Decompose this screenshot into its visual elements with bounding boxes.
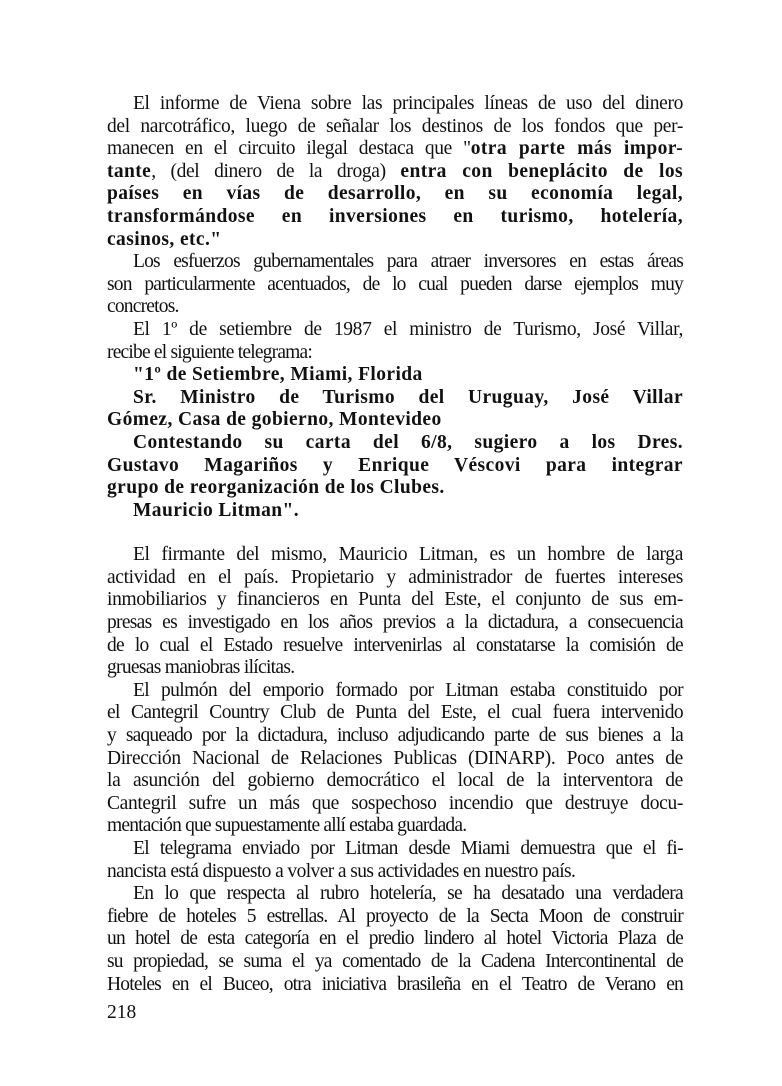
telegram-addressee: Sr. Ministro de Turismo del Uruguay, José Villar bbox=[133, 386, 683, 408]
telegram-quote bbox=[107, 364, 683, 522]
telegram-body: Gustavo Magariños y Enrique Véscovi para integrar bbox=[107, 454, 683, 476]
text-line: Cantegril sufre un más que sospechoso incendio que destruye docu- bbox=[107, 792, 683, 814]
text-line: su propiedad, se suma el ya comentado de la Cadena Intercontinental de bbox=[107, 950, 683, 972]
text-line: del narcotráfico, luego de señalar los destinos de los fondos que per- bbox=[107, 115, 683, 137]
text-line: casinos, etc." bbox=[107, 228, 222, 250]
text-line: son particularmente acentuados, de lo cual pueden darse ejemplos muy bbox=[107, 273, 683, 295]
text-line: fiebre de hoteles 5 estrellas. Al proyecto de la Secta Moon de construir bbox=[107, 905, 683, 927]
text-line: concretos. bbox=[107, 296, 179, 318]
text-line: y saqueado por la dictadura, incluso adjudicando parte de sus bienes a la bbox=[107, 725, 683, 747]
text-line: gruesas maniobras ilícitas. bbox=[107, 657, 295, 679]
blank-line bbox=[107, 522, 683, 544]
paragraph-cantegril bbox=[107, 680, 683, 838]
text-line: El pulmón del emporio formado por Litman estaba constituido por bbox=[133, 679, 683, 701]
text-line: recibe el siguiente telegrama: bbox=[107, 341, 313, 363]
paragraph-litman-profile bbox=[107, 544, 683, 680]
text-line: países en vías de desarrollo, en su economía legal, bbox=[107, 183, 683, 205]
text-line: inmobiliarios y financieros en Punta del Este, el conjunto de sus em- bbox=[107, 589, 683, 611]
telegram-body: Contestando su carta del 6/8, sugiero a los Dres. bbox=[133, 431, 683, 453]
telegram-header: "1º de Setiembre, Miami, Florida bbox=[133, 364, 423, 386]
page-number: 218 bbox=[107, 1002, 137, 1023]
text-line: El telegrama enviado por Litman desde Miami demuestra que el fi- bbox=[133, 838, 683, 859]
text-line: nancista está dispuesto a volver a sus actividades en nuestro país. bbox=[107, 860, 576, 882]
text-line: manecen en el circuito ilegal destaca que "otra parte más impor- bbox=[107, 138, 684, 160]
page-body bbox=[107, 93, 683, 996]
paragraph-telegram-intro bbox=[107, 319, 683, 364]
telegram-body: grupo de reorganización de los Clubes. bbox=[107, 477, 445, 499]
text-line: Dirección Nacional de Relaciones Publicas (DINARP). Poco antes de bbox=[107, 747, 683, 769]
text-line: El 1º de setiembre de 1987 el ministro de Turismo, José Villar, bbox=[133, 318, 683, 340]
paragraph-government-efforts bbox=[107, 251, 683, 319]
paragraph-hotel-fever bbox=[107, 883, 683, 996]
text-line: actividad en el país. Propietario y administrador de fuertes intereses bbox=[107, 566, 683, 588]
text-line: presas es investigado en los años previos a la dictadura, a consecuencia bbox=[107, 612, 683, 634]
paragraph-vienna-report bbox=[107, 93, 683, 251]
text-line: En lo que respecta al rubro hotelería, se ha desatado una verdadera bbox=[133, 883, 683, 905]
paragraph-telegram-meaning bbox=[107, 838, 683, 883]
text-line: el Cantegril Country Club de Punta del Este, el cual fuera intervenido bbox=[107, 702, 683, 724]
text-line: Los esfuerzos gubernamentales para atraer inversores en estas áreas bbox=[133, 251, 683, 273]
text-line: la asunción del gobierno democrático el local de la interventora de bbox=[107, 770, 683, 792]
telegram-addressee-cont: Gómez, Casa de gobierno, Montevideo bbox=[107, 409, 442, 431]
text-line: tante, (del dinero de la droga) entra con beneplácito de los bbox=[107, 160, 683, 182]
text-line: transformándose en inversiones en turismo, hotelería, bbox=[107, 205, 683, 227]
telegram-signature: Mauricio Litman". bbox=[133, 499, 300, 521]
text-line: de lo cual el Estado resuelve intervenirlas al constatarse la comisión de bbox=[107, 634, 683, 656]
text-line: Hoteles en el Buceo, otra iniciativa brasileña en el Teatro de Verano en bbox=[107, 973, 683, 995]
text-line: mentación que supuestamente allí estaba guardada. bbox=[107, 815, 467, 837]
text-line: El informe de Viena sobre las principales líneas de uso del dinero bbox=[133, 93, 683, 114]
text-line: un hotel de esta categoría en el predio lindero al hotel Victoria Plaza de bbox=[107, 928, 683, 950]
text-line: El firmante del mismo, Mauricio Litman, es un hombre de larga bbox=[133, 544, 683, 566]
